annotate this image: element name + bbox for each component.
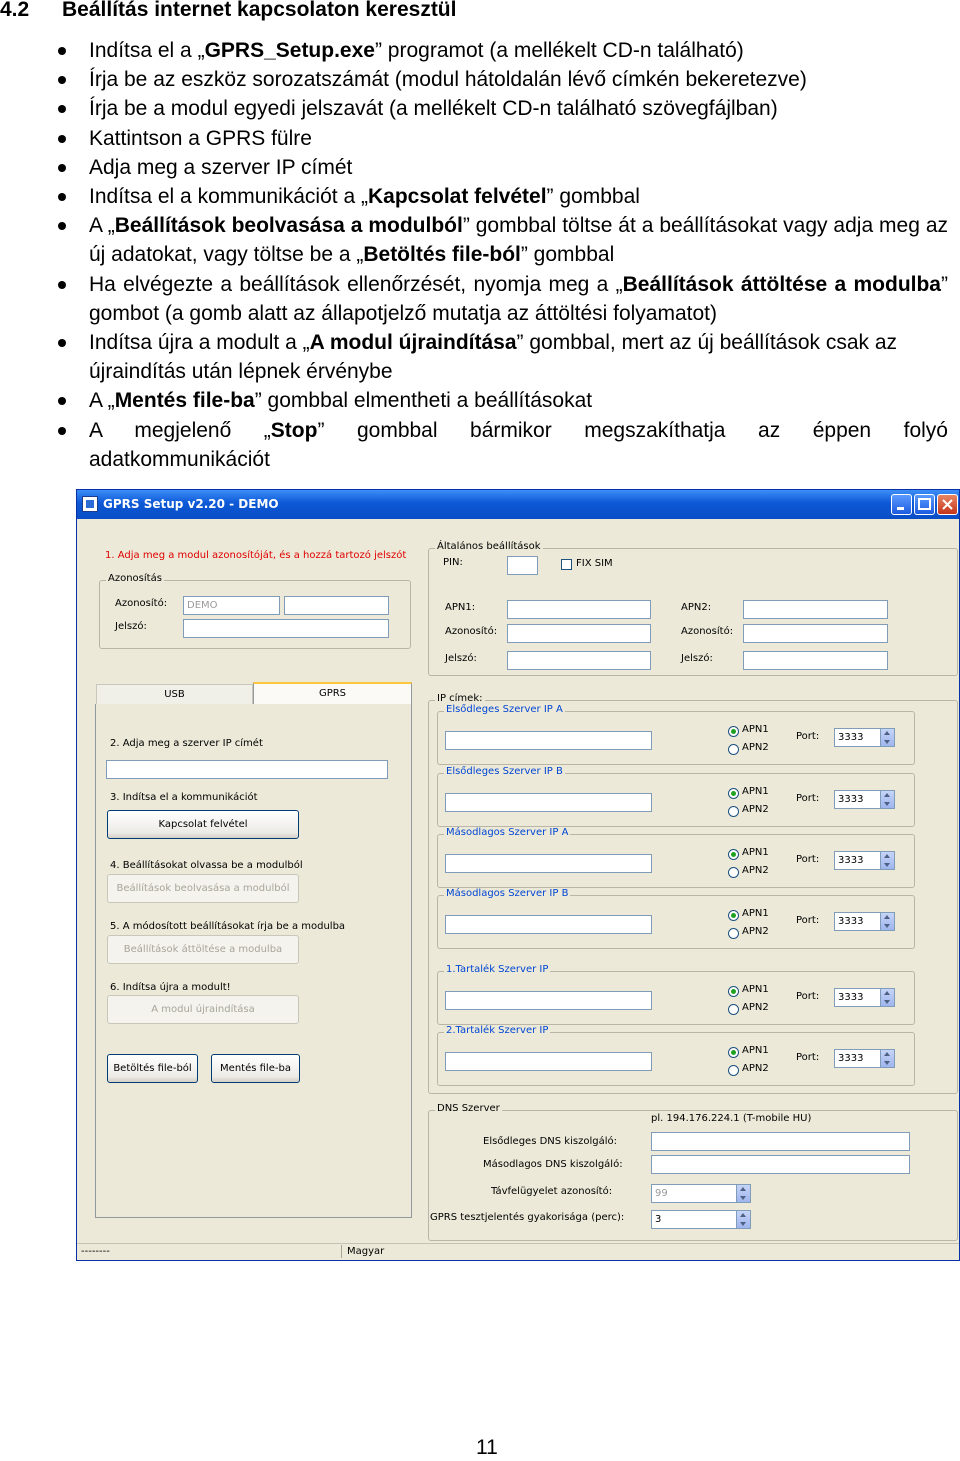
port-field[interactable] [834,912,895,931]
password-label: Jelszó: [115,621,147,632]
instruction-text: A „ [89,389,115,413]
id-label: Azonosító: [115,598,168,609]
id-field-2[interactable] [284,596,389,615]
instruction-item [56,386,948,415]
apn2-radio[interactable] [728,1065,739,1076]
server-name: 2.Tartalék Szerver IP [446,1025,549,1036]
instruction-item [56,211,948,269]
instruction-emphasis: Betöltés file-ból [363,243,521,267]
instruction-text: ” programot (a mellékelt CD-n található) [374,39,744,62]
apn1-radio[interactable] [728,849,739,860]
port-value: 3333 [838,855,864,866]
apn2-radio-label: APN2 [742,926,769,937]
port-value: 3333 [838,992,864,1003]
maximize-icon [915,495,934,514]
instruction-item [56,36,948,65]
port-label: Port: [796,731,820,742]
apn2-pass-label: Jelszó: [681,653,713,664]
apn2-radio-label: APN2 [742,1063,769,1074]
server-name: Elsődleges Szerver IP A [446,704,563,715]
apn2-radio[interactable] [728,744,739,755]
apn1-radio-label: APN1 [742,847,769,858]
server-name: Másodlagos Szerver IP A [446,827,569,838]
section-heading [0,0,456,22]
server-ip-field[interactable] [445,915,652,934]
apn2-radio[interactable] [728,1004,739,1015]
instruction-text: ” gombbal töltse át a beállításokat vagy adja meg az új adatokat, vagy töltse be a „ [89,214,948,267]
ident-group-legend: Azonosítás [108,573,162,584]
instruction-text: Ha elvégezte a beállítások ellenőrzését, nyomja meg a „ [89,272,623,296]
port-field[interactable] [834,728,895,747]
apn2-field[interactable] [743,600,888,619]
instruction-text: ” gombbal bármikor megszakíthatja az éppen folyó adatkommunikációt [89,418,948,471]
status-bar [77,1243,959,1260]
close-button[interactable] [937,494,958,515]
port-value: 3333 [838,1053,864,1064]
port-label: Port: [796,854,820,865]
apn1-radio-label: APN1 [742,724,769,735]
instruction-emphasis: Beállítások beolvasása a modulból [114,214,463,238]
apn2-radio-label: APN2 [742,742,769,753]
server-ip-field[interactable] [106,760,388,779]
step4-label: 4. Beállításokat olvassa be a modulból [110,860,303,871]
apn2-label: APN2: [681,602,712,613]
step3-label: 3. Indítsa el a kommunikációt [110,792,258,803]
apn2-pass-field[interactable] [743,651,888,670]
instruction-text: ” gombbal [520,243,615,267]
server-name: Elsődleges Szerver IP B [446,766,563,777]
gprs-setup-window [76,489,960,1261]
section-number: 4.2 [0,0,30,21]
instruction-emphasis: Mentés file-ba [114,389,255,413]
dns2-label: Másodlagos DNS kiszolgáló: [483,1159,623,1170]
instruction-item [56,270,948,328]
instruction-text: Indítsa el a kommunikációt a „ [89,185,368,209]
test-frequency-label: GPRS tesztjelentés gyakorisága (perc): [430,1212,625,1223]
port-spinner[interactable] [880,989,894,1006]
instruction-emphasis: GPRS_Setup.exe [204,39,375,62]
apn1-field[interactable] [507,600,651,619]
port-spinner[interactable] [880,1050,894,1067]
close-icon [938,495,957,514]
server-name: 1.Tartalék Szerver IP [446,964,549,975]
load-file-button[interactable]: Betöltés file-ból [107,1054,198,1083]
instruction-item [56,94,948,123]
apn1-radio-label: APN1 [742,984,769,995]
instruction-item [56,124,948,153]
dns1-field[interactable] [651,1132,910,1151]
apn1-pass-label: Jelszó: [445,653,477,664]
apn2-radio[interactable] [728,928,739,939]
instruction-item [56,182,948,211]
fix-sim-label: FIX SIM [576,558,613,569]
fix-sim-checkbox[interactable] [561,559,572,570]
port-spinner[interactable] [880,852,894,869]
minimize-button[interactable] [891,494,912,515]
apn2-radio-label: APN2 [742,1002,769,1013]
step6-label: 6. Indítsa újra a modult! [110,982,231,993]
save-file-button[interactable]: Mentés file-ba [211,1054,300,1083]
server-ip-field[interactable] [445,731,652,750]
apn1-radio-label: APN1 [742,908,769,919]
port-spinner[interactable] [880,729,894,746]
tab-usb[interactable]: USB [96,684,253,704]
dns2-field[interactable] [651,1155,910,1174]
remote-id-label: Távfelügyelet azonosító: [491,1186,613,1197]
instruction-emphasis: A modul újraindítása [309,331,517,355]
dns-hint: pl. 194.176.224.1 (T-mobile HU) [651,1113,812,1124]
apn1-radio-label: APN1 [742,1045,769,1056]
port-field[interactable] [834,851,895,870]
instruction-item [56,153,948,182]
apn1-pass-field[interactable] [507,651,651,670]
instruction-text: Adja meg a szerver IP címét [89,155,353,179]
title-bar[interactable] [77,490,959,519]
port-field[interactable] [834,988,895,1007]
restart-module-button[interactable]: A modul újraindítása [107,995,299,1024]
server-ip-field[interactable] [445,854,652,873]
port-field[interactable] [834,790,895,809]
apn2-radio-label: APN2 [742,865,769,876]
remote-id-value: 99 [655,1188,668,1199]
instruction-text: ” gombbal [546,185,640,209]
server-ip-field[interactable] [445,793,652,812]
port-label: Port: [796,793,820,804]
apn1-radio-label: APN1 [742,786,769,797]
instruction-text: ” gombbal elmentheti a beállításokat [254,389,593,413]
apn2-radio-label: APN2 [742,804,769,815]
test-frequency-field[interactable] [651,1210,751,1229]
port-spinner[interactable] [880,913,894,930]
instruction-text: A „ [89,214,115,238]
server-ip-field[interactable] [445,991,652,1010]
instruction-emphasis: Kapcsolat felvétel [367,185,547,209]
instruction-emphasis: Beállítások áttöltése a modulba [622,272,941,296]
port-label: Port: [796,991,820,1002]
apn1-radio[interactable] [728,910,739,921]
port-spinner[interactable] [880,791,894,808]
instruction-item [56,65,948,94]
port-value: 3333 [838,794,864,805]
port-field[interactable] [834,1049,895,1068]
instruction-text: Írja be a modul egyedi jelszavát (a mellékelt CD-n található szövegfájlban) [89,97,778,121]
apn2-radio[interactable] [728,806,739,817]
dns1-label: Elsődleges DNS kiszolgáló: [483,1136,617,1147]
general-settings-legend: Általános beállítások [437,541,541,552]
apn1-radio[interactable] [728,986,739,997]
apn2-radio[interactable] [728,867,739,878]
password-field[interactable] [183,619,389,638]
instruction-text: A megjelenő „ [89,418,271,442]
section-title: Beállítás internet kapcsolaton keresztül [62,0,457,21]
id-field[interactable]: DEMO [183,596,280,615]
step1-label: 1. Adja meg a modul azonosítóját, és a hozzá tartozó jelszót [105,550,407,561]
step2-label: 2. Adja meg a szerver IP címét [110,738,263,749]
instruction-item [56,416,948,474]
apn1-label: APN1: [445,602,476,613]
instruction-list [56,36,948,474]
apn2-user-label: Azonosító: [681,626,734,637]
instruction-text: Indítsa el a „ [89,39,205,62]
step5-label: 5. A módosított beállításokat írja be a modulba [110,921,346,932]
pin-label: PIN: [443,557,463,568]
port-label: Port: [796,1052,820,1063]
port-value: 3333 [838,916,864,927]
instruction-text: ” gombbal, mert az új beállítások csak az újraindítás után lépnek érvénybe [89,331,898,384]
apn1-radio[interactable] [728,1047,739,1058]
instruction-item [56,328,948,386]
minimize-icon [892,495,911,514]
remote-id-field[interactable] [651,1184,751,1203]
server-name: Másodlagos Szerver IP B [446,888,569,899]
apn2-user-field[interactable] [743,624,888,643]
connect-button[interactable]: Kapcsolat felvétel [107,810,299,839]
read-settings-button[interactable]: Beállítások beolvasása a modulból [107,874,299,903]
instruction-text: Írja be az eszköz sorozatszámát (modul hátoldalán lévő címkén bekeretezve) [89,68,807,92]
page-number: 11 [476,1436,498,1459]
remote-id-spinner[interactable] [736,1185,750,1202]
instruction-emphasis: Stop [270,418,318,442]
instruction-text: ” gombot (a gomb alatt az állapotjelző mutatja az áttöltési folyamatot) [89,272,948,325]
port-value: 3333 [838,732,864,743]
ip-addresses-legend: IP címek: [437,693,483,704]
app-icon [82,496,98,512]
apn1-user-field[interactable] [507,624,651,643]
status-text: -------- [81,1246,110,1257]
pin-field[interactable] [507,556,538,575]
status-divider [341,1245,342,1258]
apn1-radio[interactable] [728,788,739,799]
window-title: GPRS Setup v2.20 - DEMO [103,497,279,511]
server-ip-field[interactable] [445,1052,652,1071]
write-settings-button[interactable]: Beállítások áttöltése a modulba [107,935,299,964]
instruction-text: Kattintson a GPRS fülre [89,126,312,150]
maximize-button[interactable] [914,494,935,515]
apn1-radio[interactable] [728,726,739,737]
status-language: Magyar [347,1246,385,1257]
apn1-user-label: Azonosító: [445,626,498,637]
test-frequency-value: 3 [655,1214,662,1225]
dns-group-legend: DNS Szerver [437,1103,500,1114]
port-label: Port: [796,915,820,926]
test-frequency-spinner[interactable] [736,1211,750,1228]
instruction-text: Indítsa újra a modult a „ [89,331,310,355]
tab-gprs[interactable]: GPRS [253,682,412,704]
